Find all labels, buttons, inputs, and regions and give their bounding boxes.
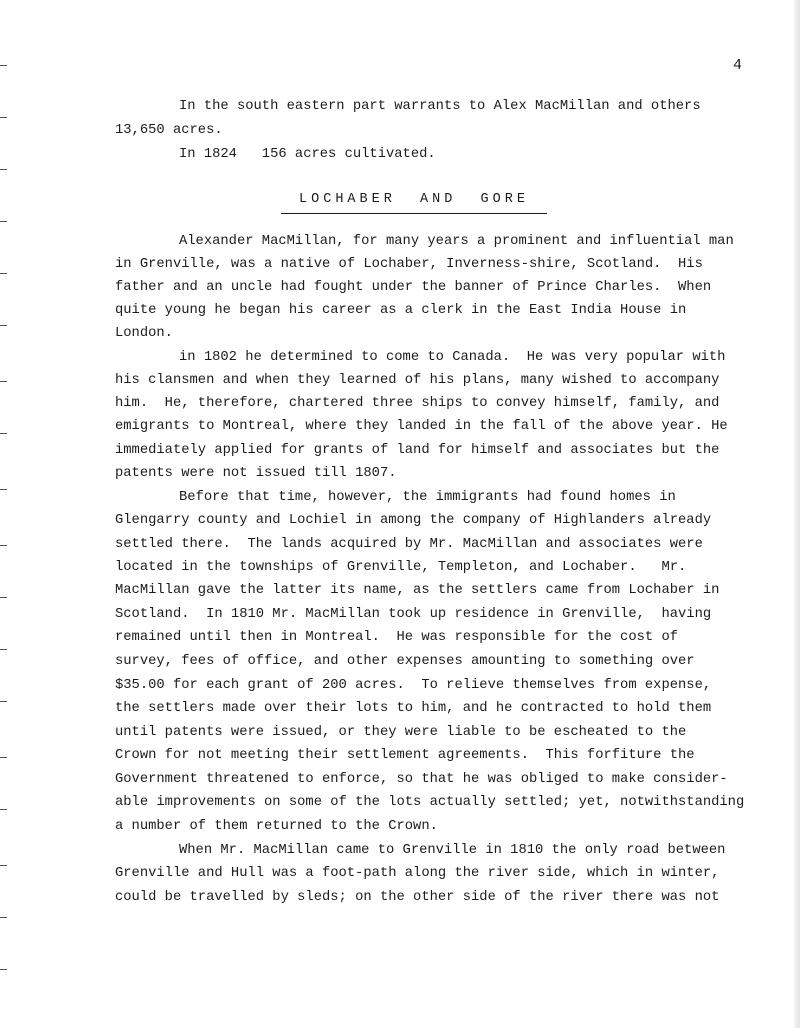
body-line: quite young he began his career as a clerk in the East India House in <box>115 303 687 318</box>
margin-tick <box>0 433 7 434</box>
margin-tick <box>0 381 7 382</box>
body-line: patents were not issued till 1807. <box>115 466 397 481</box>
body-line: the settlers made over their lots to him, and he contracted to hold them <box>115 701 712 716</box>
margin-tick <box>0 325 7 326</box>
margin-tick <box>0 273 7 274</box>
section-heading <box>281 192 547 214</box>
margin-tick <box>0 865 7 866</box>
body-line: in Grenville, was a native of Lochaber, Inverness-shire, Scotland. His <box>115 257 703 272</box>
body-line: MacMillan gave the latter its name, as the settlers came from Lochaber in <box>115 583 720 598</box>
body-line: in 1802 he determined to come to Canada. He was very popular with <box>179 350 726 365</box>
body-line: When Mr. MacMillan came to Grenville in 1810 the only road between <box>179 843 726 858</box>
body-line: remained until then in Montreal. He was responsible for the cost of <box>115 630 679 645</box>
margin-tick <box>0 65 7 66</box>
margin-tick <box>0 221 7 222</box>
page-number: 4 <box>733 57 743 74</box>
margin-tick <box>0 809 7 810</box>
body-line: could be travelled by sleds; on the other side of the river there was not <box>115 890 720 905</box>
intro-line: In the south eastern part warrants to Alex MacMillan and others <box>179 99 701 114</box>
margin-tick <box>0 969 7 970</box>
margin-tick <box>0 649 7 650</box>
body-line: father and an uncle had fought under the banner of Prince Charles. When <box>115 280 712 295</box>
body-line: a number of them returned to the Crown. <box>115 819 438 834</box>
body-line: $35.00 for each grant of 200 acres. To relieve themselves from expense, <box>115 678 712 693</box>
body-line: Alexander MacMillan, for many years a prominent and influential man <box>179 234 734 249</box>
body-line: settled there. The lands acquired by Mr. MacMillan and associates were <box>115 537 703 552</box>
body-line: emigrants to Montreal, where they landed in the fall of the above year. He <box>115 419 728 434</box>
margin-tick <box>0 701 7 702</box>
margin-tick <box>0 597 7 598</box>
margin-tick <box>0 489 7 490</box>
margin-tick <box>0 545 7 546</box>
body-line: until patents were issued, or they were liable to be escheated to the <box>115 725 687 740</box>
section-heading-text: LOCHABER AND GORE <box>299 192 529 207</box>
body-line: survey, fees of office, and other expenses amounting to something over <box>115 654 695 669</box>
body-line: his clansmen and when they learned of his plans, many wished to accompany <box>115 373 720 388</box>
body-line: Before that time, however, the immigrants had found homes in <box>179 490 676 505</box>
heading-underline <box>281 213 547 214</box>
intro-line: 13,650 acres. <box>115 123 223 138</box>
margin-tick <box>0 917 7 918</box>
body-line: Glengarry county and Lochiel in among the company of Highlanders already <box>115 513 712 528</box>
margin-tick <box>0 169 7 170</box>
body-line: Crown for not meeting their settlement agreements. This forfiture the <box>115 748 695 763</box>
margin-tick <box>0 757 7 758</box>
body-line: Grenville and Hull was a foot-path along the river side, which in winter, <box>115 866 720 881</box>
body-line: London. <box>115 326 173 341</box>
body-line: located in the townships of Grenville, Templeton, and Lochaber. Mr. <box>115 560 687 575</box>
page-edge <box>794 0 800 1028</box>
body-line: Scotland. In 1810 Mr. MacMillan took up residence in Grenville, having <box>115 607 712 622</box>
body-line: able improvements on some of the lots actually settled; yet, notwithstanding <box>115 795 745 810</box>
body-line: him. He, therefore, chartered three ships to convey himself, family, and <box>115 396 720 411</box>
margin-tick <box>0 117 7 118</box>
intro-line: In 1824 156 acres cultivated. <box>179 147 436 162</box>
body-line: immediately applied for grants of land for himself and associates but the <box>115 443 720 458</box>
body-line: Government threatened to enforce, so that he was obliged to make consider- <box>115 772 728 787</box>
